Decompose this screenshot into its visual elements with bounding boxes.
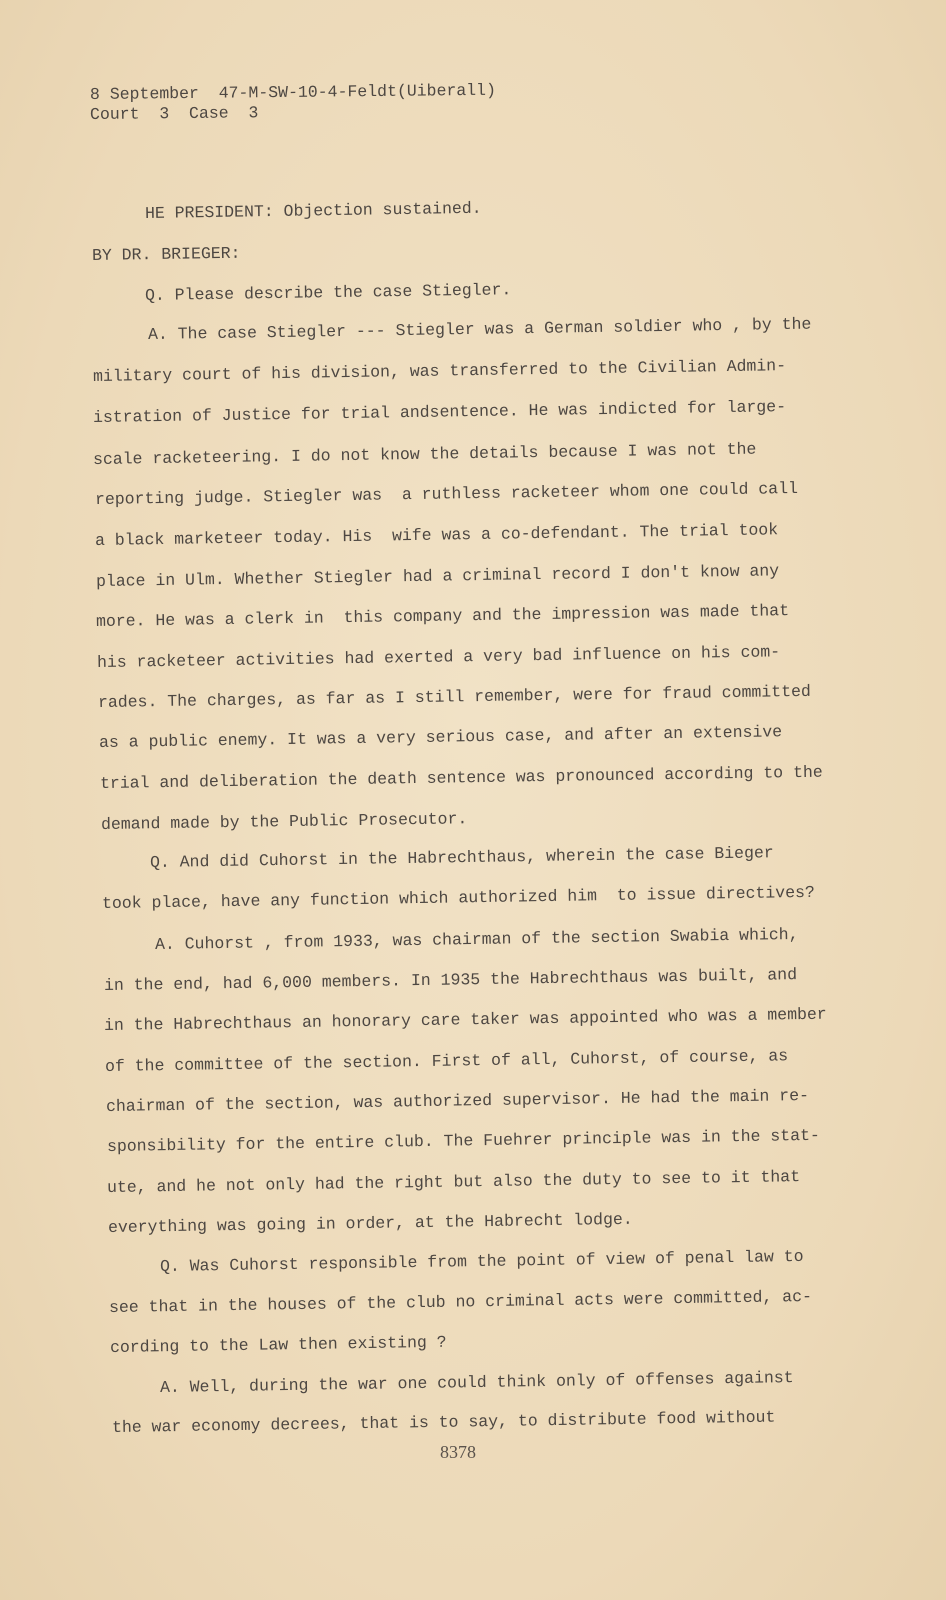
text-line: A. Well, during the war one could think only of offenses against [159,1368,794,1397]
text-line: more. He was a clerk in this company and the impression was made that [95,601,790,631]
text-line: military court of his division, was transferred to the Civilian Admin- [92,356,787,386]
text-line: everything was going in order, at the Habrecht lodge. [107,1209,633,1237]
text-line: cording to the Law then existing ? [109,1332,447,1357]
text-line: in the Habrechthaus an honorary care taker was appointed who was a member [103,1004,827,1035]
text-line: a black marketeer today. His wife was a co-defendant. The trial took [94,520,779,550]
header-line-date-reference: 8 September 47-M-SW-10-4-Feldt(Uiberall) [89,80,497,104]
text-line: demand made by the Public Prosecutor. [100,809,468,834]
text-line: as a public enemy. It was a very serious case, and after an extensive [98,722,783,752]
text-line: in the end, had 6,000 members. In 1935 the Habrechthaus was built, and [103,965,798,995]
text-line: the war economy decrees, that is to say, to distribute food without [111,1407,776,1437]
text-line: Q. And did Cuhorst in the Habrechthaus, wherein the case Bieger [149,843,774,872]
text-line: place in Ulm. Whether Stiegler had a criminal record I don't know any [95,561,780,591]
text-line: reporting judge. Stiegler was a ruthless racketeer whom one could call [94,478,799,509]
header-line-court-case: Court 3 Case 3 [89,103,259,124]
text-line: Q. Please describe the case Stiegler. [144,280,512,305]
text-line: istration of Justice for trial andsentence. He was indicted for large- [92,397,787,427]
text-line: HE PRESIDENT: Objection sustained. [144,198,482,223]
text-line: rades. The charges, as far as I still remember, were for fraud committed [97,681,811,712]
text-line: BY DR. BRIEGER: [91,243,241,265]
text-line: ute, and he not only had the right but also the duty to see to it that [106,1167,801,1197]
text-line: his racketeer activities had exerted a very bad influence on his com- [96,642,781,672]
text-line: A. The case Stiegler --- Stiegler was a German soldier who , by the [147,314,812,344]
text-line: trial and deliberation the death sentence was pronounced according to the [99,762,823,793]
text-line: Q. Was Cuhorst responsible from the point of view of penal law to [159,1246,804,1276]
text-line: took place, have any function which authorized him to issue directives? [101,882,815,913]
text-line: see that in the houses of the club no criminal acts were committed, ac- [108,1286,813,1317]
text-line: scale racketeering. I do not know the details because I was not the [92,439,757,469]
text-line: A. Cuhorst , from 1933, was chairman of the section Swabia which, [154,924,799,954]
page-number: 8378 [440,1442,476,1462]
text-line: sponsibility for the entire club. The Fuehrer principle was in the stat- [106,1125,820,1156]
text-line: of the committee of the section. First of all, Cuhorst, of course, as [104,1046,789,1076]
text-line: chairman of the section, was authorized supervisor. He had the main re- [105,1085,810,1116]
